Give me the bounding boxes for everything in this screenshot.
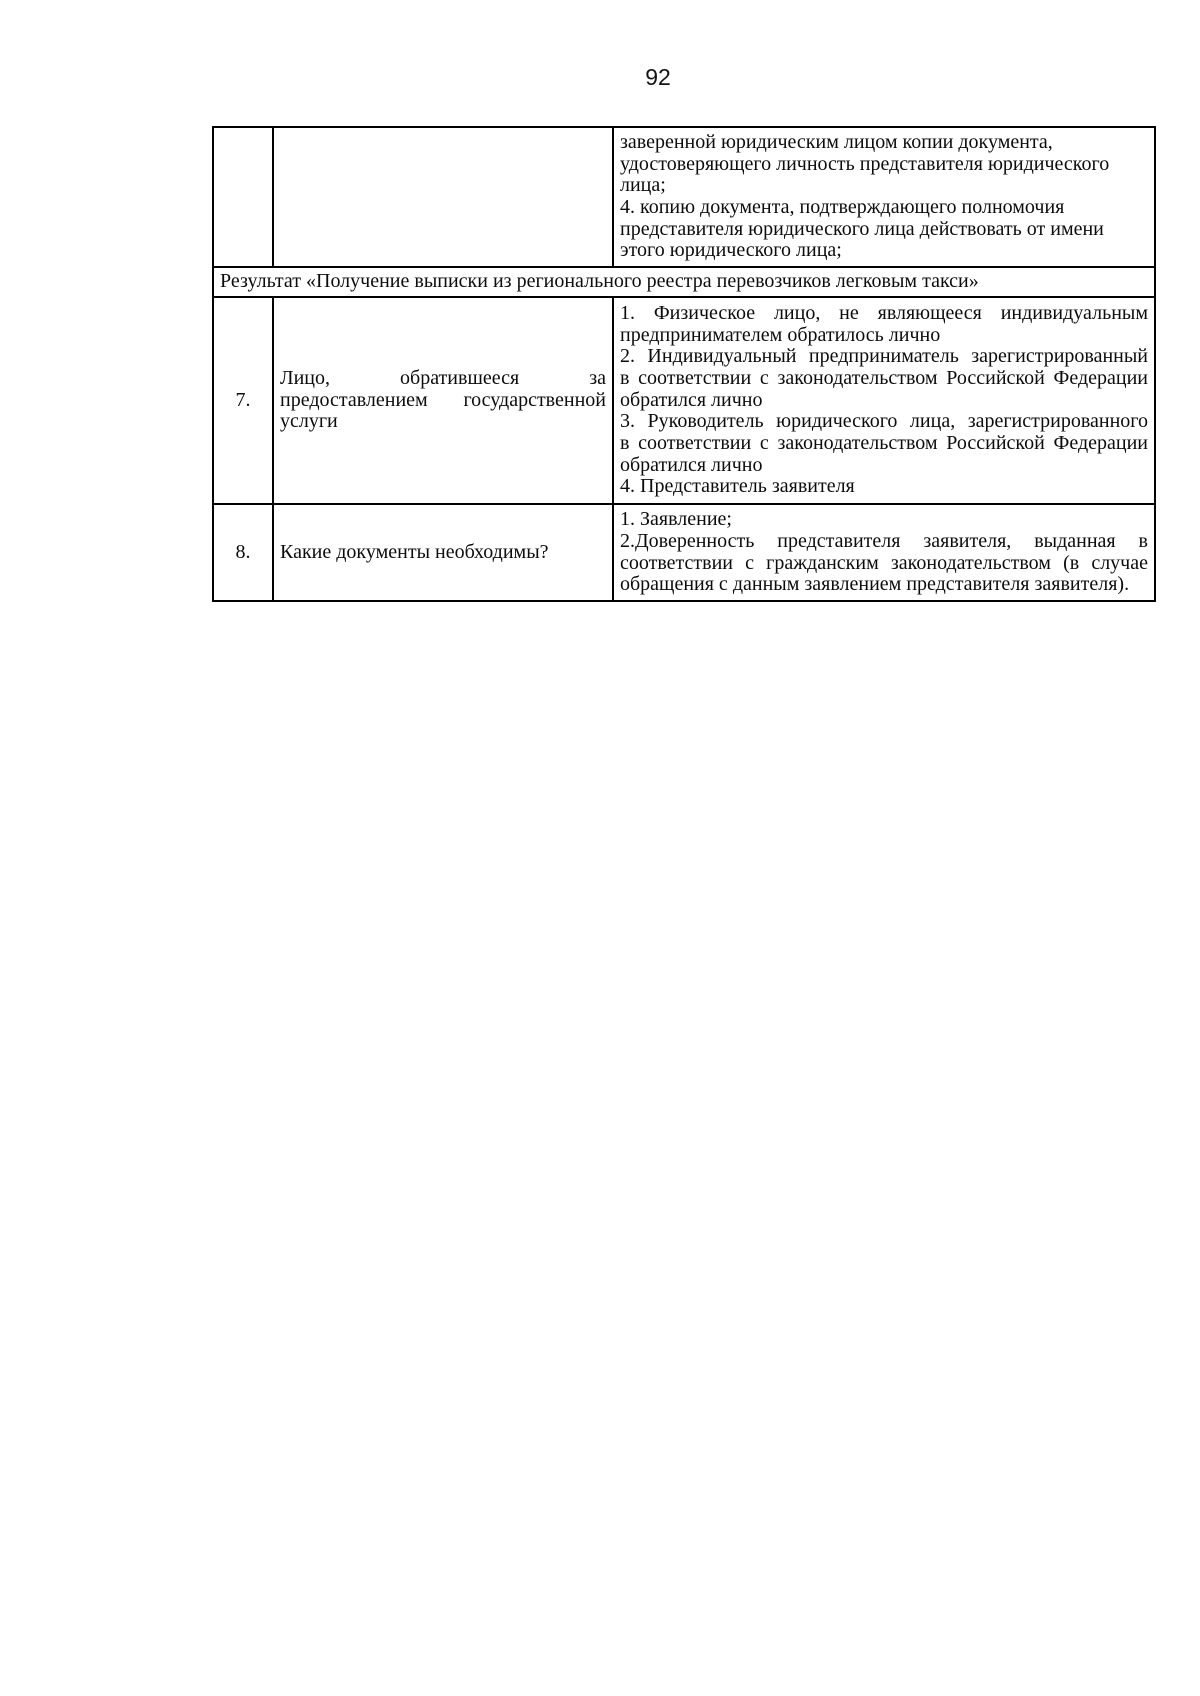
table-row-7 bbox=[213, 297, 1155, 504]
row-8-answer-cell bbox=[613, 504, 1155, 601]
text-line: 4. копию документа, подтверждающего полномочия bbox=[620, 196, 1065, 218]
text-line: удостоверяющего личность представителя юридического bbox=[620, 152, 1110, 175]
text-line: 1. Физическое лицо, не являющееся индивидуальным bbox=[620, 301, 1148, 324]
text-line: 2. Индивидуальный предприниматель зарегистрированный bbox=[620, 345, 1148, 368]
text-line: предоставлением государственной bbox=[280, 388, 606, 411]
row-8-question-cell bbox=[273, 504, 613, 601]
text-line: лица; bbox=[620, 174, 666, 197]
page-number: 92 bbox=[645, 64, 671, 90]
text-line: представителя юридического лица действовать от имени bbox=[620, 217, 1104, 240]
continuation-number-cell bbox=[213, 127, 273, 267]
text-line: этого юридического лица; bbox=[620, 239, 842, 262]
text-line: Какие документы необходимы? bbox=[280, 540, 549, 563]
continuation-question-cell bbox=[273, 127, 613, 267]
text-line: соответствии с гражданским законодательством (в случае bbox=[620, 551, 1148, 574]
text-line: в соответствии с законодательством Российской Федерации bbox=[620, 366, 1148, 389]
text-line: 4. Представитель заявителя bbox=[620, 475, 855, 498]
text-line: обращения с данным заявлением представителя заявителя). bbox=[620, 573, 1130, 596]
text-line: 3. Руководитель юридического лица, зарегистрированного bbox=[620, 410, 1148, 433]
section-result-cell: Результат «Получение выписки из регионального реестра перевозчиков легковым такси» bbox=[213, 267, 1155, 297]
continuation-answer-cell bbox=[613, 127, 1155, 267]
text-line: обратился лично bbox=[620, 388, 763, 411]
text-line: в соответствии с законодательством Российской Федерации bbox=[620, 432, 1148, 455]
text-line: Лицо, обратившееся за bbox=[280, 366, 606, 389]
text-line: заверенной юридическим лицом копии документа, bbox=[620, 130, 1053, 153]
text-line: 1. Заявление; bbox=[620, 508, 732, 531]
text-line: обратился лично bbox=[620, 453, 763, 476]
table-row-continuation bbox=[213, 127, 1155, 267]
table-row-section-result bbox=[213, 267, 1155, 297]
text-line: 2.Доверенность представителя заявителя, выданная в bbox=[620, 529, 1148, 552]
row-7-number-cell: 7. bbox=[213, 297, 273, 504]
row-8-number-cell: 8. bbox=[213, 504, 273, 601]
text-line: предпринимателем обратилось лично bbox=[620, 323, 941, 346]
row-7-question-cell bbox=[273, 297, 613, 504]
text-line: услуги bbox=[280, 410, 338, 433]
row-7-answer-cell bbox=[613, 297, 1155, 504]
service-info-table bbox=[212, 126, 1156, 602]
table-row-8 bbox=[213, 504, 1155, 601]
